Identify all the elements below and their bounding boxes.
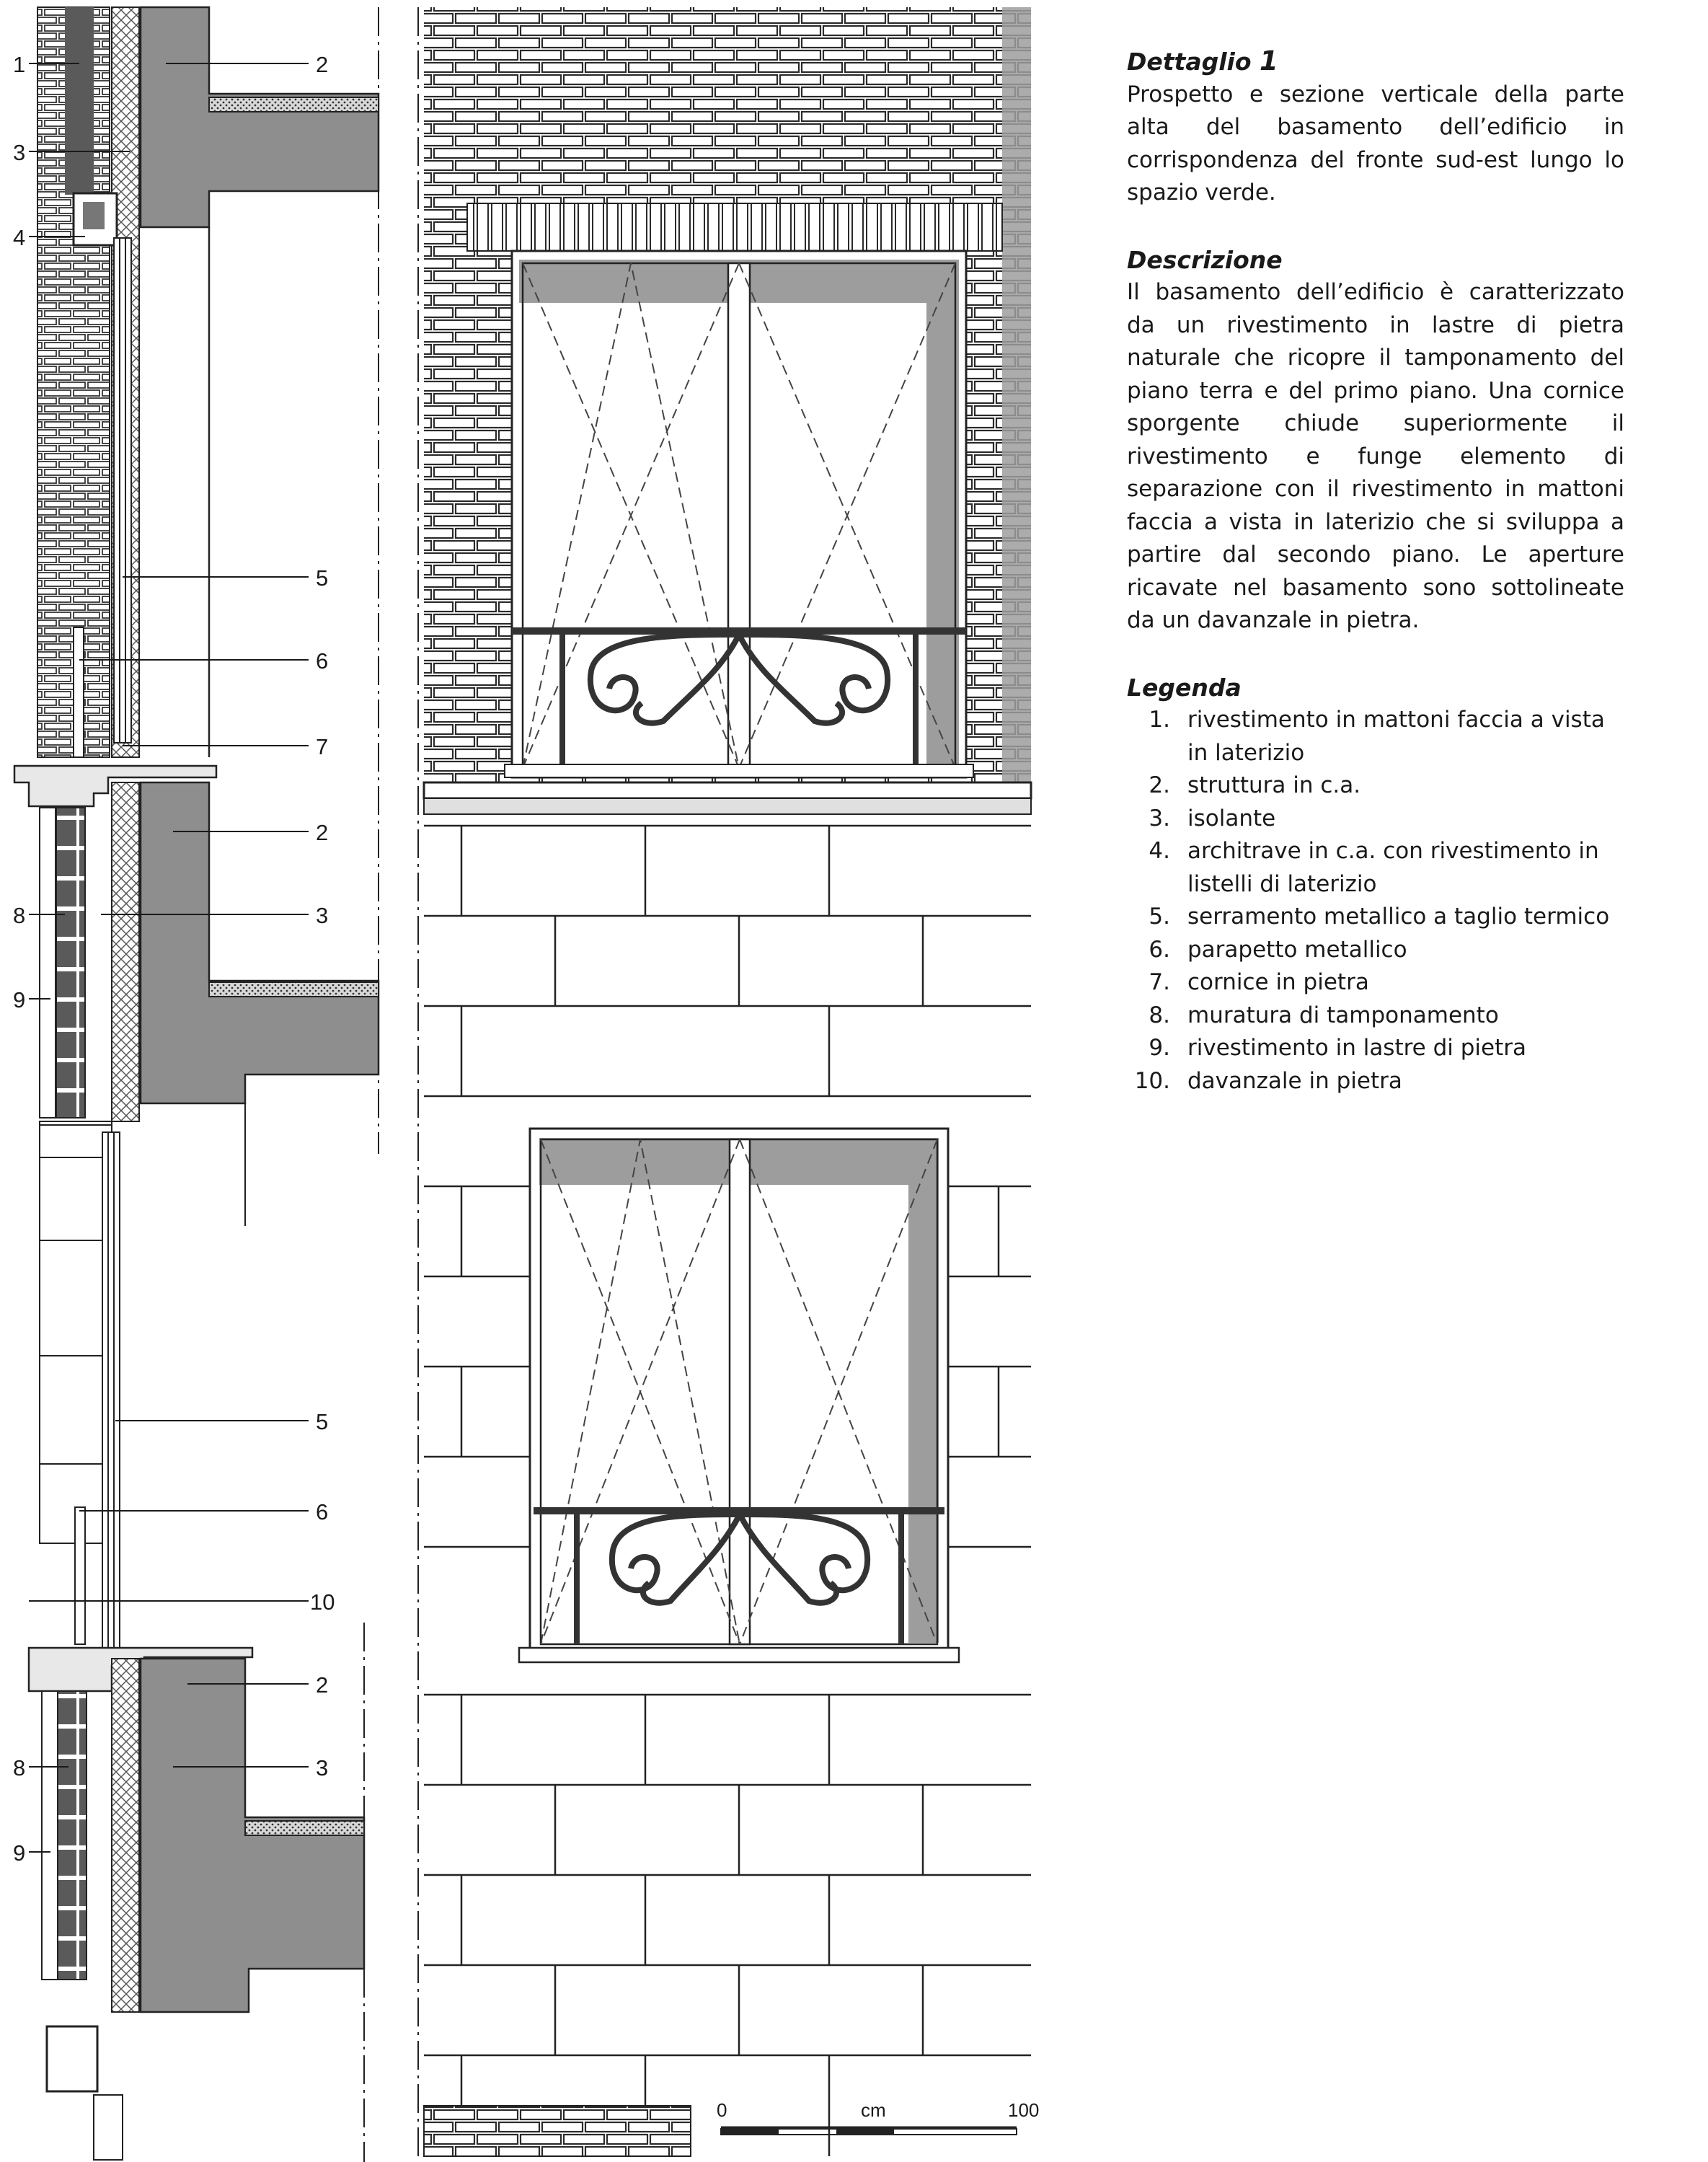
legend-number: 6. — [1149, 936, 1170, 963]
text-panel — [1127, 45, 1624, 1098]
legend-number: 4. — [1149, 838, 1170, 864]
legend-text: davanzale in pietra — [1187, 1067, 1402, 1094]
callout-right-10: 10 — [310, 1589, 335, 1615]
legend-text: muratura di tamponamento — [1187, 1002, 1499, 1028]
callout-right-5a: 5 — [316, 565, 329, 591]
legend-heading: Legenda — [1127, 673, 1242, 702]
legend-text: rivestimento in mattoni faccia a vista in laterizio — [1187, 707, 1605, 766]
callout-left-8a: 8 — [13, 903, 26, 928]
legend-text: architrave in c.a. con rivestimento in listelli di laterizio — [1187, 838, 1599, 897]
caption: Prospetto e sezione verticale della parte alta del basamento dell’edificio in corrispondenza del fronte sud-est lungo lo spazio verde. — [1127, 81, 1624, 206]
upper-window — [505, 251, 973, 777]
callout-right-3b: 3 — [316, 1755, 329, 1781]
lower-window — [519, 1129, 959, 1662]
legend-text: cornice in pietra — [1187, 969, 1369, 995]
legend-item — [1127, 966, 1624, 1000]
callout-left-8b: 8 — [13, 1755, 26, 1781]
legend-text: isolante — [1187, 805, 1276, 831]
detail-number: 1 — [1260, 45, 1278, 76]
legend-number: 8. — [1149, 1002, 1170, 1028]
detail-title — [1127, 45, 1624, 79]
legend-number: 5. — [1149, 904, 1170, 930]
legend-number: 10. — [1134, 1067, 1170, 1094]
callout-right-2a: 2 — [316, 52, 329, 77]
callout-right-5b: 5 — [316, 1409, 329, 1434]
callout-left-9b: 9 — [13, 1840, 26, 1866]
legend-item — [1127, 1065, 1624, 1098]
detail-label: Dettaglio — [1127, 48, 1252, 76]
legend-text: struttura in c.a. — [1187, 772, 1361, 798]
callout-right-6b: 6 — [316, 1499, 329, 1525]
legend-item — [1127, 1000, 1624, 1033]
description-heading: Descrizione — [1127, 245, 1283, 274]
legend-item — [1127, 1032, 1624, 1065]
legend-item — [1127, 835, 1624, 901]
scale-bar — [717, 2099, 1039, 2135]
description-text: Il basamento dell’edificio è caratterizzato da un rivestimento in lastre di pietra naturale che ricopre il tamponamento del piano terra e del primo piano. Una cornice sporgente chiude superiormente il rivestimento e funge elemento di separazione con il rivestimento in mattoni faccia a vista in laterizio che si sviluppa a partire dal secondo piano. Le aperture ricavate nel basamento sono sottolineate da un davanzale in pietra. — [1127, 279, 1624, 633]
legend-item — [1127, 769, 1624, 803]
legend-item — [1127, 934, 1624, 967]
callout-right-3a: 3 — [316, 903, 329, 928]
legend-number: 9. — [1149, 1035, 1170, 1061]
callout-left-1: 1 — [13, 52, 26, 77]
callout-left-9a: 9 — [13, 987, 26, 1012]
callout-left-3: 3 — [13, 140, 26, 165]
scale-unit: cm — [861, 2099, 886, 2121]
legend-number: 3. — [1149, 805, 1170, 831]
legend-number: 2. — [1149, 772, 1170, 798]
scale-end: 100 — [1008, 2099, 1040, 2121]
vertical-section — [14, 7, 418, 2162]
legend-text: parapetto metallico — [1187, 936, 1407, 963]
legend-list — [1127, 704, 1624, 1098]
callout-right-6a: 6 — [316, 648, 329, 674]
callout-left-4: 4 — [13, 225, 26, 250]
scale-start: 0 — [717, 2099, 727, 2121]
callout-right-2c: 2 — [316, 1672, 329, 1698]
callout-right-7: 7 — [316, 734, 329, 759]
legend-item — [1127, 901, 1624, 934]
legend-text: rivestimento in lastre di pietra — [1187, 1035, 1527, 1061]
legend-text: serramento metallico a taglio termico — [1187, 904, 1610, 930]
legend-item — [1127, 803, 1624, 836]
facade-elevation — [424, 7, 1031, 2156]
legend-item — [1127, 704, 1624, 769]
legend-number: 1. — [1149, 707, 1170, 733]
legend-number: 7. — [1149, 969, 1170, 995]
callout-right-2b: 2 — [316, 820, 329, 845]
